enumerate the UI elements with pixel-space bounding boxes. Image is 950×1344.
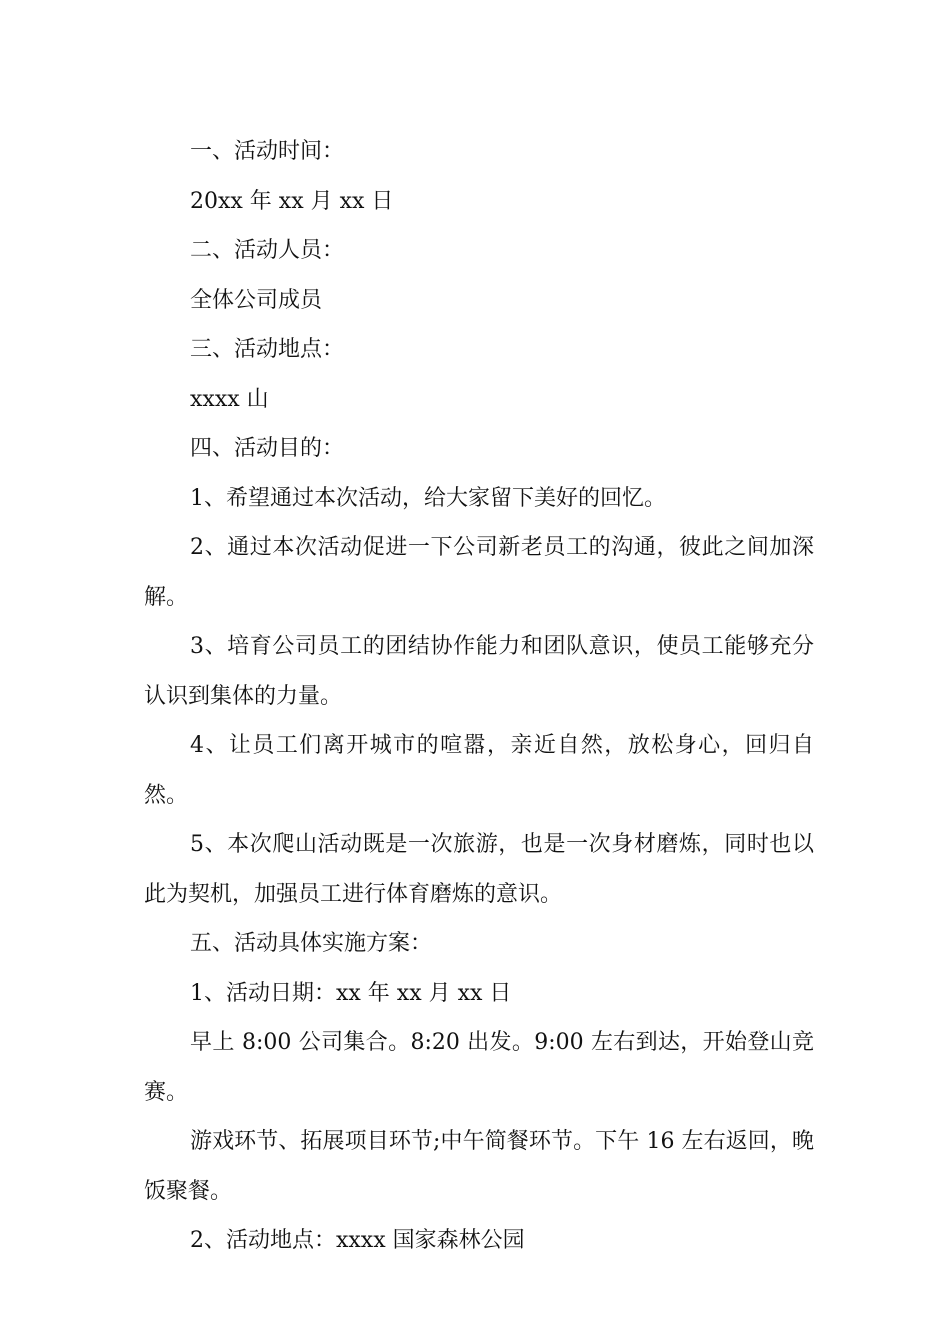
activity-location-value: xxxx 山 (190, 386, 269, 412)
plan-item-date: 1、活动日期：xx 年 xx 月 xx 日 (190, 980, 512, 1006)
document-body (144, 127, 814, 1266)
activity-participants-value: 全体公司成员 (190, 287, 323, 313)
purpose-item-3: 3、培育公司员工的团结协作能力和团队意识，使员工能够充分认识到集体的力量。 (144, 634, 814, 709)
heading-implementation-plan: 五、活动具体实施方案： (190, 931, 433, 956)
heading-activity-purpose: 四、活动目的： (190, 436, 345, 461)
plan-morning-schedule: 早上 8:00 公司集合。8:20 出发。9:00 左右到达，开始登山竞赛。 (144, 1030, 814, 1105)
purpose-item-1: 1、希望通过本次活动，给大家留下美好的回忆。 (190, 485, 666, 511)
activity-time-value: 20xx 年 xx 月 xx 日 (190, 188, 394, 214)
plan-afternoon-schedule: 游戏环节、拓展项目环节;中午简餐环节。下午 16 左右返回，晚饭聚餐。 (144, 1129, 814, 1204)
heading-activity-time: 一、活动时间： (190, 139, 345, 164)
heading-activity-location: 三、活动地点： (190, 337, 345, 362)
plan-item-location: 2、活动地点：xxxx 国家森林公园 (190, 1228, 525, 1253)
heading-activity-participants: 二、活动人员： (190, 238, 345, 263)
purpose-item-4: 4、让员工们离开城市的喧嚣，亲近自然，放松身心，回归自然。 (144, 733, 814, 808)
purpose-item-5: 5、本次爬山活动既是一次旅游，也是一次身材磨炼，同时也以此为契机，加强员工进行体育磨炼的意识。 (144, 832, 814, 907)
purpose-item-2: 2、通过本次活动促进一下公司新老员工的沟通，彼此之间加深解。 (144, 535, 814, 610)
